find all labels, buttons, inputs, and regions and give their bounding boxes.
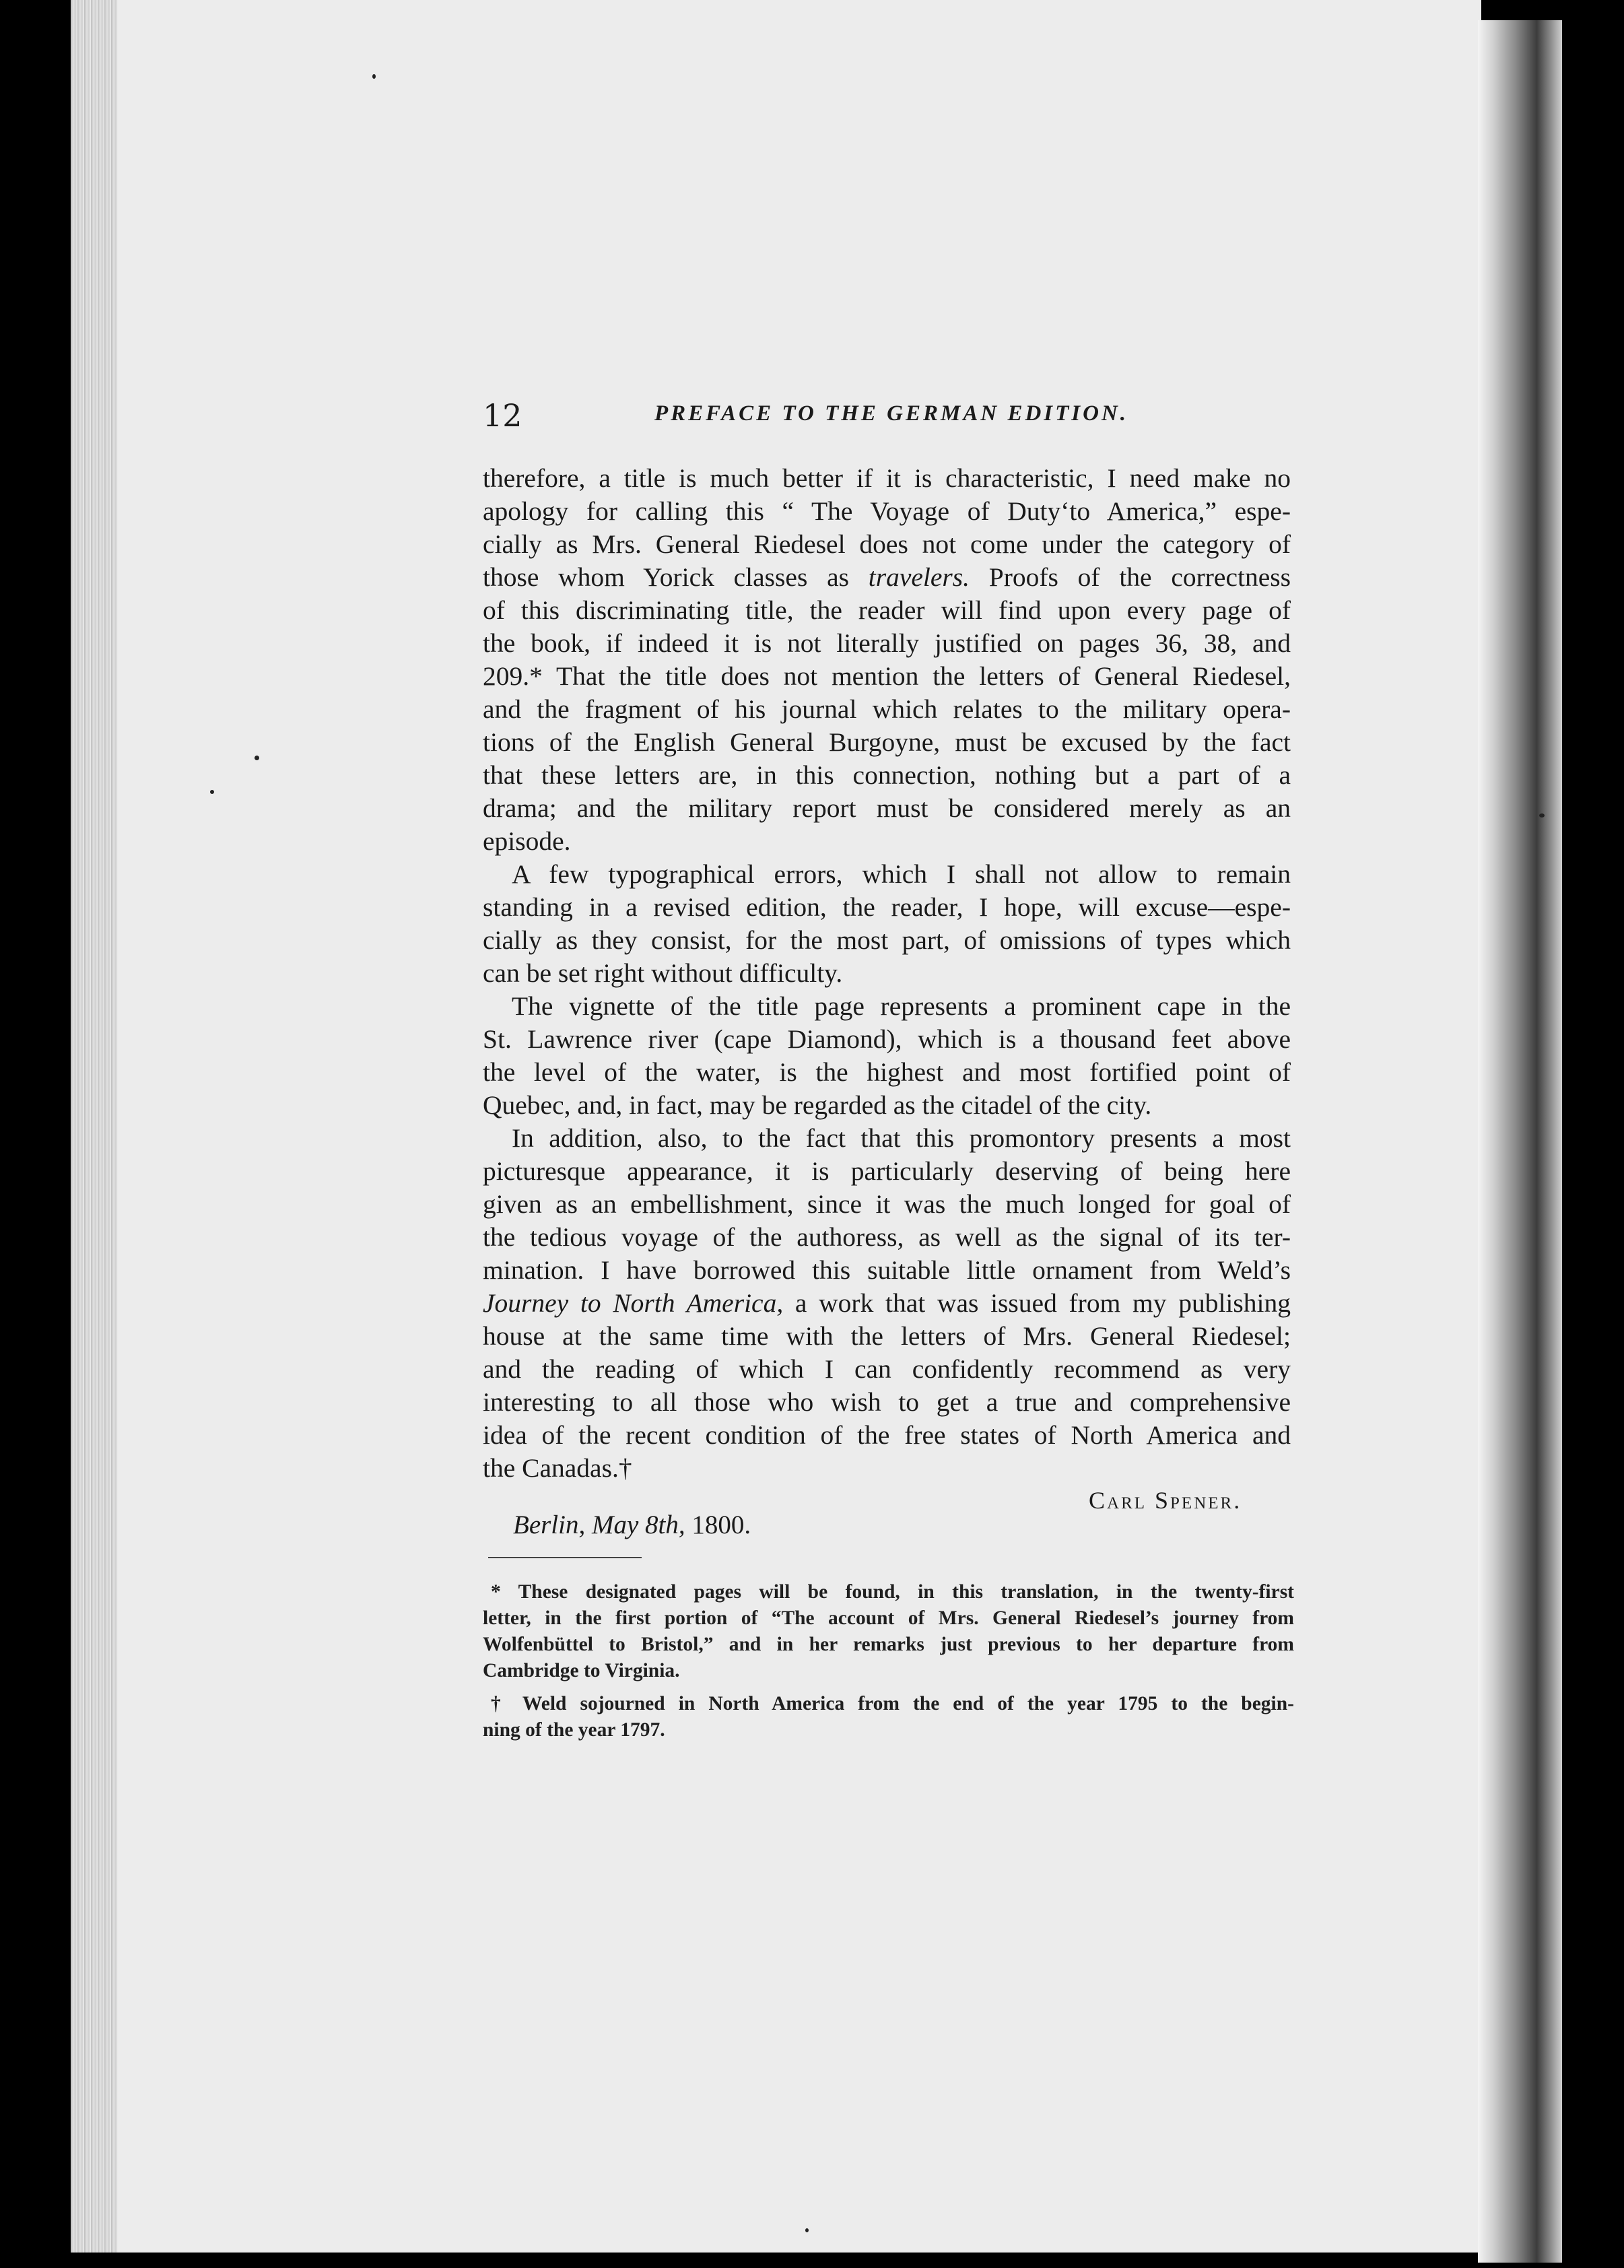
text-line: that these letters are, in this connection, nothing but a part of a	[483, 760, 1291, 790]
signature: Carl Spener.	[1089, 1487, 1242, 1514]
text-line: and the reading of which I can confidently recommend as very	[483, 1354, 1291, 1384]
italic-word: travelers.	[868, 562, 970, 592]
paragraph	[483, 858, 1291, 990]
footnote-line: letter, in the first portion of “The account of Mrs. General Riedesel’s journey from	[483, 1607, 1294, 1629]
text-line: St. Lawrence river (cape Diamond), which is a thousand feet above	[483, 1024, 1291, 1054]
dateline-year: 1800.	[685, 1510, 751, 1539]
italic-title: Journey to North America,	[483, 1288, 784, 1318]
text-line: In addition, also, to the fact that this promontory presents a most	[512, 1123, 1291, 1153]
footnote	[483, 1691, 1294, 1743]
scan-speck	[372, 74, 376, 79]
dateline-place-date: Berlin, May 8th,	[513, 1510, 685, 1539]
text-line: episode.	[483, 826, 571, 856]
text-line: 209.* That the title does not mention the letters of General Riedesel,	[483, 661, 1291, 691]
text-line: the book, if indeed it is not literally justified on pages 36, 38, and	[483, 628, 1291, 658]
text-line: the level of the water, is the highest and most fortified point of	[483, 1057, 1291, 1087]
page-edge-stack	[71, 0, 118, 2253]
footnote-line: Cambridge to Virginia.	[483, 1660, 680, 1681]
page-curl-shadow	[1478, 20, 1562, 2263]
text-line: house at the same time with the letters of Mrs. General Riedesel;	[483, 1321, 1291, 1351]
footnote-line: Wolfenbüttel to Bristol,” and in her remarks just previous to her departure from	[483, 1634, 1294, 1655]
scan-speck	[805, 2228, 809, 2232]
paragraph	[483, 990, 1291, 1122]
text-line: interesting to all those who wish to get a true and comprehensive	[483, 1387, 1291, 1417]
text-line	[483, 561, 1291, 594]
page-header	[483, 397, 1297, 438]
text-line: apology for calling this “ The Voyage of Duty‘to America,” espe-	[483, 496, 1291, 526]
text-line	[483, 1287, 1291, 1320]
text-line: cially as Mrs. General Riedesel does not come under the category of	[483, 529, 1291, 559]
text-line: of this discriminating title, the reader will find upon every page of	[483, 595, 1291, 625]
text-line: the tedious voyage of the authoress, as well as the signal of its ter-	[483, 1222, 1291, 1252]
text-line: given as an embellishment, since it was the much longed for goal of	[483, 1189, 1291, 1219]
footnote-line: * These designated pages will be found, in this translation, in the twenty-first	[491, 1581, 1294, 1603]
text-line: The vignette of the title page represents a prominent cape in the	[512, 991, 1291, 1021]
paragraph	[483, 462, 1291, 858]
text-line: the Canadas.†	[483, 1453, 632, 1483]
dateline	[513, 1510, 751, 1540]
text-line: picturesque appearance, it is particularly deserving of being here	[483, 1156, 1291, 1186]
text-segment: a work that was issued from my publishing	[783, 1288, 1291, 1318]
page-number: 12	[483, 397, 522, 434]
text-line: mination. I have borrowed this suitable little ornament from Weld’s	[483, 1255, 1291, 1285]
running-title: PREFACE TO THE GERMAN EDITION.	[654, 401, 1129, 426]
footnotes	[483, 1579, 1294, 1750]
scan-speck	[255, 756, 259, 760]
text-line: and the fragment of his journal which relates to the military opera-	[483, 694, 1291, 724]
text-segment: those whom Yorick classes as	[483, 562, 869, 592]
text-line: therefore, a title is much better if it is characteristic, I need make no	[483, 463, 1291, 493]
text-line: standing in a revised edition, the reader, I hope, will excuse—espe-	[483, 892, 1291, 922]
scan-speck	[210, 790, 214, 794]
scan-speck	[1539, 813, 1545, 818]
footnote-line: † Weld sojourned in North America from the end of the year 1795 to the begin-	[491, 1693, 1294, 1714]
text-line: A few typographical errors, which I shall not allow to remain	[512, 859, 1291, 889]
footnote-rule	[488, 1557, 642, 1558]
text-line: idea of the recent condition of the free states of North America and	[483, 1420, 1291, 1450]
text-line: can be set right without difficulty.	[483, 958, 843, 988]
text-segment: Proofs of the correctness	[970, 562, 1291, 592]
text-line: cially as they consist, for the most part, of omissions of types which	[483, 925, 1291, 955]
footnote-line: ning of the year 1797.	[483, 1719, 665, 1741]
footnote	[483, 1579, 1294, 1684]
text-line: Quebec, and, in fact, may be regarded as the citadel of the city.	[483, 1090, 1152, 1120]
body-text	[483, 462, 1291, 1485]
text-line: tions of the English General Burgoyne, must be excused by the fact	[483, 727, 1291, 757]
text-line: drama; and the military report must be considered merely as an	[483, 793, 1291, 823]
paragraph	[483, 1122, 1291, 1485]
scan-border	[1562, 0, 1624, 2268]
